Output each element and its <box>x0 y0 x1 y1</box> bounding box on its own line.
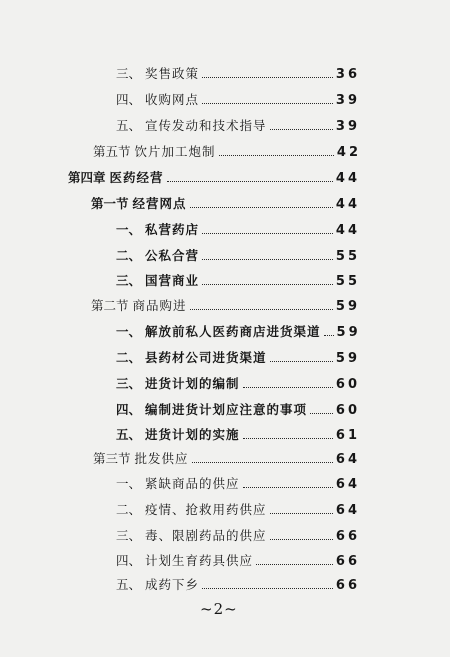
toc-entry-page: 59 <box>335 351 360 366</box>
toc-entry <box>116 402 360 419</box>
toc-leader-dots <box>324 335 334 336</box>
toc-entry <box>116 577 360 594</box>
toc-entry-page: 36 <box>335 67 360 82</box>
toc-entry-page: 59 <box>335 299 360 314</box>
toc-entry-number: 四、 <box>116 553 142 568</box>
toc-entry-number: 一、 <box>116 324 142 339</box>
toc-leader-dots <box>310 413 333 414</box>
toc-entry <box>116 248 360 265</box>
toc-entry-number: 四、 <box>116 402 142 417</box>
toc-entry-title: 国营商业 <box>145 273 200 288</box>
toc-entry-number: 二、 <box>116 248 142 263</box>
toc-leader-dots <box>202 77 333 78</box>
toc-leader-dots <box>243 487 333 488</box>
toc-leader-dots <box>270 513 333 514</box>
toc-entry-page: 55 <box>335 249 360 264</box>
toc-entry-page: 44 <box>335 197 360 212</box>
toc-entry-page: 66 <box>335 554 360 569</box>
toc-entry-number: 二、 <box>116 350 142 365</box>
toc-entry-number: 第五节 <box>93 144 131 159</box>
toc-entry-page: 39 <box>335 93 360 108</box>
toc-entry <box>116 66 360 83</box>
toc-entry-number: 第一节 <box>91 196 129 211</box>
toc-entry-page: 42 <box>336 145 361 160</box>
toc-entry <box>116 222 360 239</box>
toc-entry-title: 公私合营 <box>145 248 200 263</box>
toc-entry-title: 毒、限剧药品的供应 <box>145 528 267 543</box>
toc-leader-dots <box>202 588 333 589</box>
toc-entry-title: 解放前私人医药商店进货渠道 <box>145 324 321 339</box>
toc-leader-dots <box>167 181 333 182</box>
toc-entry-title: 成药下乡 <box>145 577 200 592</box>
toc-entry <box>116 273 360 290</box>
toc-entry-page: 61 <box>335 428 360 443</box>
toc-entry-title: 宣传发动和技术指导 <box>145 118 267 133</box>
toc-entry-number: 五、 <box>116 577 142 592</box>
toc-entry-chapter <box>68 170 360 187</box>
toc-entry-page: 59 <box>336 325 361 340</box>
toc-entry-page: 60 <box>335 377 360 392</box>
toc-leader-dots <box>270 129 333 130</box>
toc-entry-number: 三、 <box>116 376 142 391</box>
toc-entry-number: 五、 <box>116 118 142 133</box>
toc-leader-dots <box>243 387 333 388</box>
toc-leader-dots <box>190 207 333 208</box>
toc-entry-title: 商品购进 <box>132 298 187 313</box>
toc-entry <box>91 298 360 315</box>
toc-entry-number: 一、 <box>116 222 142 237</box>
toc-leader-dots <box>192 462 333 463</box>
toc-entry-title: 县药材公司进货渠道 <box>145 350 267 365</box>
toc-entry-number: 三、 <box>116 66 142 81</box>
toc-entry-page: 64 <box>335 503 360 518</box>
toc-entry-number: 一、 <box>116 476 142 491</box>
toc-entry-number: 三、 <box>116 528 142 543</box>
toc-entry <box>116 376 360 393</box>
toc-entry-page: 55 <box>335 274 360 289</box>
toc-entry <box>116 350 360 367</box>
page-number-footer: ~2~ <box>200 600 238 618</box>
toc-entry <box>116 528 360 545</box>
toc-entry-page: 64 <box>335 477 360 492</box>
toc-leader-dots <box>256 564 333 565</box>
toc-leader-dots <box>243 438 333 439</box>
toc-entry-title: 疫情、抢救用药供应 <box>145 502 267 517</box>
toc-leader-dots <box>270 361 333 362</box>
toc-entry-title: 批发供应 <box>134 451 189 466</box>
toc-entry-page: 66 <box>335 529 360 544</box>
toc-entry <box>93 144 361 161</box>
toc-entry-title: 经营网点 <box>132 196 187 211</box>
toc-entry-title: 编制进货计划应注意的事项 <box>145 402 308 417</box>
toc-entry <box>116 92 360 109</box>
toc-entry <box>116 502 360 519</box>
toc-entry <box>91 196 360 213</box>
toc-entry-page: 60 <box>335 403 360 418</box>
toc-entry-title: 私营药店 <box>145 222 200 237</box>
toc-leader-dots <box>202 284 333 285</box>
toc-leader-dots <box>202 259 333 260</box>
toc-entry-title: 紧缺商品的供应 <box>145 476 240 491</box>
toc-entry-page: 44 <box>335 171 360 186</box>
toc-entry-number: 五、 <box>116 427 142 442</box>
toc-entry-title: 进货计划的编制 <box>145 376 240 391</box>
toc-entry <box>116 324 360 341</box>
toc-entry-title: 进货计划的实施 <box>145 427 240 442</box>
toc-entry-number: 第二节 <box>91 298 129 313</box>
toc-entry-number: 三、 <box>116 273 142 288</box>
toc-entry <box>116 427 360 444</box>
toc-leader-dots <box>270 539 333 540</box>
toc-leader-dots <box>219 155 334 156</box>
toc-entry-page: 44 <box>335 223 360 238</box>
toc-entry-title: 计划生育药具供应 <box>145 553 254 568</box>
toc-entry-title: 收购网点 <box>145 92 200 107</box>
toc-entry-number: 第四章 <box>68 170 106 185</box>
toc-entry-page: 39 <box>335 119 360 134</box>
toc-entry-page: 64 <box>335 452 360 467</box>
toc-entry <box>116 553 360 570</box>
toc-entry-page: 66 <box>335 578 360 593</box>
toc-entry-number: 四、 <box>116 92 142 107</box>
toc-entry-title: 饮片加工炮制 <box>134 144 216 159</box>
toc-leader-dots <box>202 103 333 104</box>
toc-leader-dots <box>190 309 333 310</box>
toc-entry-number: 第三节 <box>93 451 131 466</box>
toc-entry <box>116 118 360 135</box>
toc-entry-title: 医药经营 <box>109 170 164 185</box>
toc-leader-dots <box>202 233 333 234</box>
toc-entry-title: 奖售政策 <box>145 66 200 81</box>
toc-entry <box>116 476 360 493</box>
toc-entry <box>93 451 360 468</box>
toc-entry-number: 二、 <box>116 502 142 517</box>
